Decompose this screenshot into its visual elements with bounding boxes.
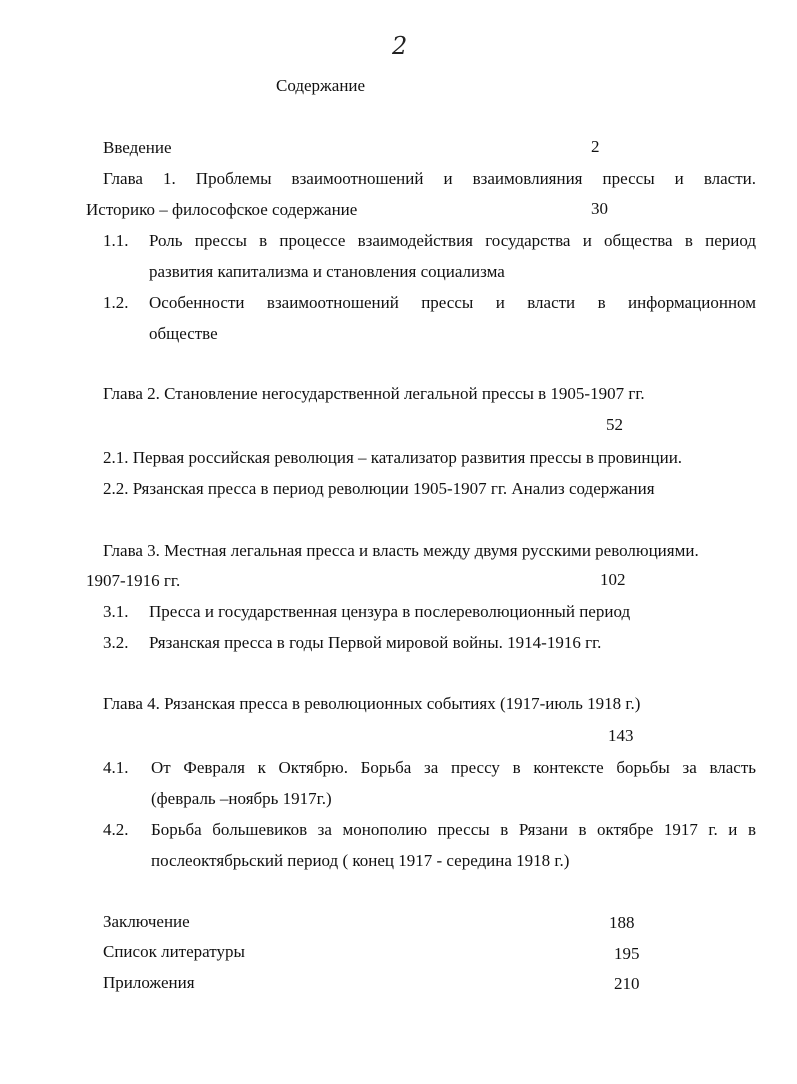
chapter-1-title-line-1: Глава 1. Проблемы взаимоотношений и взаимовлияния прессы и власти.	[103, 169, 756, 188]
page-title: Содержание	[276, 76, 366, 95]
section-3-2-number: 3.2.	[103, 633, 129, 652]
conclusion-label: Заключение	[103, 912, 190, 931]
section-1-1-line-2: развития капитализма и становления социализма	[149, 262, 505, 281]
intro-label: Введение	[103, 138, 172, 157]
section-2-2: 2.2. Рязанская пресса в период революции 1905-1907 гг. Анализ содержания	[103, 479, 655, 498]
section-4-1-line-1: От Февраля к Октябрю. Борьба за прессу в контексте борьбы за власть	[151, 758, 756, 777]
section-4-1-line-2: (февраль –ноябрь 1917г.)	[151, 789, 332, 808]
intro-page: 2	[591, 137, 600, 156]
chapter-3-title-line-2: 1907-1916 гг.	[86, 571, 181, 590]
section-3-1-number: 3.1.	[103, 602, 129, 621]
section-1-2-line-2: обществе	[149, 324, 218, 343]
chapter-2-title: Глава 2. Становление негосударственной легальной прессы в 1905-1907 гг.	[103, 384, 645, 403]
handwritten-page-number: 2	[392, 32, 408, 60]
section-1-1-line-1: Роль прессы в процессе взаимодействия государства и общества в период	[149, 231, 756, 250]
section-2-1: 2.1. Первая российская революция – катализатор развития прессы в провинции.	[103, 448, 683, 467]
literature-label: Список литературы	[103, 942, 245, 961]
section-1-2-line-1: Особенности взаимоотношений прессы и власти в информационном	[149, 293, 756, 312]
chapter-4-page: 143	[608, 726, 634, 745]
chapter-4-title: Глава 4. Рязанская пресса в революционных событиях (1917-июль 1918 г.)	[103, 694, 641, 713]
chapter-3-page: 102	[600, 570, 626, 589]
section-1-1-number: 1.1.	[103, 231, 129, 250]
chapter-1-title-line-2: Историко – философское содержание	[86, 200, 358, 219]
appendix-page: 210	[614, 974, 640, 993]
section-4-2-line-1: Борьба большевиков за монополию прессы в Рязани в октябре 1917 г. и в	[151, 820, 756, 839]
section-3-2: Рязанская пресса в годы Первой мировой войны. 1914-1916 гг.	[149, 633, 602, 652]
section-4-1-number: 4.1.	[103, 758, 129, 777]
section-4-2-number: 4.2.	[103, 820, 129, 839]
section-3-1: Пресса и государственная цензура в послереволюционный период	[149, 602, 631, 621]
section-4-2-line-2: послеоктябрьский период ( конец 1917 - середина 1918 г.)	[151, 851, 570, 870]
chapter-2-page: 52	[606, 415, 623, 434]
chapter-1-page: 30	[591, 199, 608, 218]
conclusion-page: 188	[609, 913, 635, 932]
appendix-label: Приложения	[103, 973, 195, 992]
section-1-2-number: 1.2.	[103, 293, 129, 312]
chapter-3-title-line-1: Глава 3. Местная легальная пресса и власть между двумя русскими революциями.	[103, 541, 699, 560]
literature-page: 195	[614, 944, 640, 963]
